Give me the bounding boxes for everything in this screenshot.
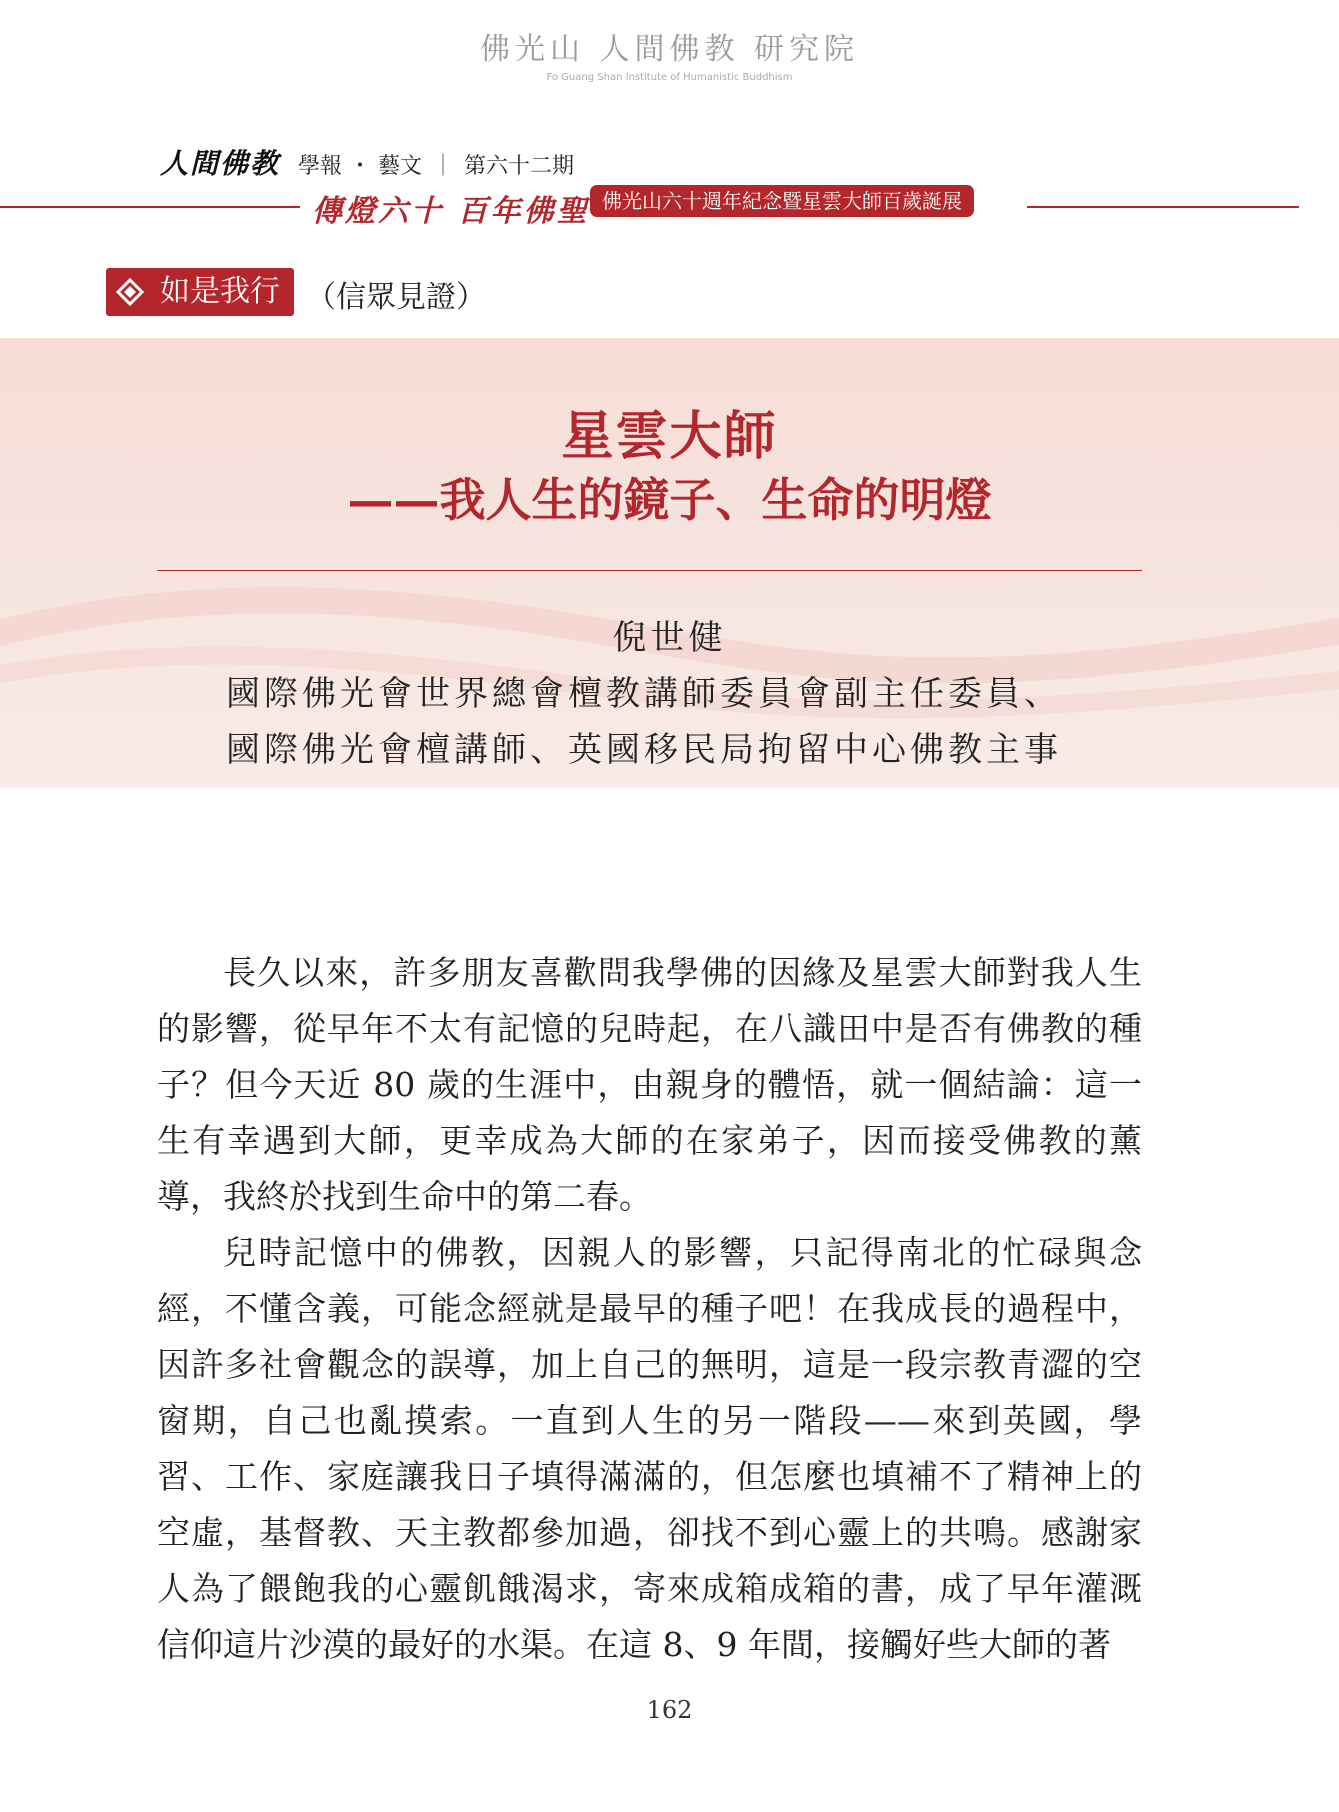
title-divider [157,570,1142,571]
article-body [157,945,1142,1673]
header-rule-right [1027,206,1299,208]
institute-name-en: Fo Guang Shan Institute of Humanistic Buddhism [546,72,793,83]
journal-issue: 第六十二期 [464,154,575,179]
anniversary-banner: 佛光山六十週年紀念暨星雲大師百歲誕展 [590,185,974,217]
section-tag [106,268,294,316]
author-affiliation-line1: 國際佛光會世界總會檀教講師委員會副主任委員、 [226,674,1062,714]
section-tag-label: 如是我行 [160,274,280,309]
anniversary-slogan: 傳燈六十 百年佛聖 [312,194,590,229]
page-number: 162 [646,1696,693,1724]
author-affiliation-line2: 國際佛光會檀講師、英國移民局拘留中心佛教主事 [226,730,1062,770]
journal-line [160,142,574,182]
title-band [0,338,1339,788]
body-paragraph: 兒時記憶中的佛教，因親人的影響，只記得南北的忙碌與念經，不懂含義，可能念經就是最早的種子吧！在我成長的過程中，因許多社會觀念的誤導，加上自己的無明，這是一段宗教青澀的空窗期，自己也亂摸索。一直到人生的另一階段——來到英國，學習、工作、家庭讓我日子填得滿滿的，但怎麼也填補不了精神上的空虛，基督教、天主教都參加過，卻找不到心靈上的共鳴。感謝家人為了餵飽我的心靈飢餓渴求，寄來成箱成箱的書，成了早年灌溉信仰這片沙漠的最好的水渠。在這 8、9 年間，接觸好些大師的著 [157,1233,1142,1664]
journal-section: 學報 ・ 藝文 [298,154,423,179]
section-subtitle: （信眾見證） [306,280,486,315]
journal-brand: 人間佛教 [160,147,281,180]
divider: ｜ [432,154,455,179]
author-name: 倪世健 [612,618,727,658]
institute-name-cn: 佛光山 人間佛教 研究院 [479,32,860,67]
body-paragraph: 長久以來，許多朋友喜歡問我學佛的因緣及星雲大師對我人生的影響，從早年不太有記憶的兒時起，在八識田中是否有佛教的種子？但今天近 80 歲的生涯中，由親身的體悟，就一個結論：這一生有幸遇到大師，更幸成為大師的在家弟子，因而接受佛教的薰導，我終於找到生命中的第二春。 [157,953,1142,1216]
knot-icon [114,276,146,308]
article-title: 星雲大師 [561,406,778,467]
article-subtitle: ——我人生的鏡子、生命的明燈 [347,473,992,527]
header-rule-left [0,206,300,208]
institute-header [0,24,1339,83]
